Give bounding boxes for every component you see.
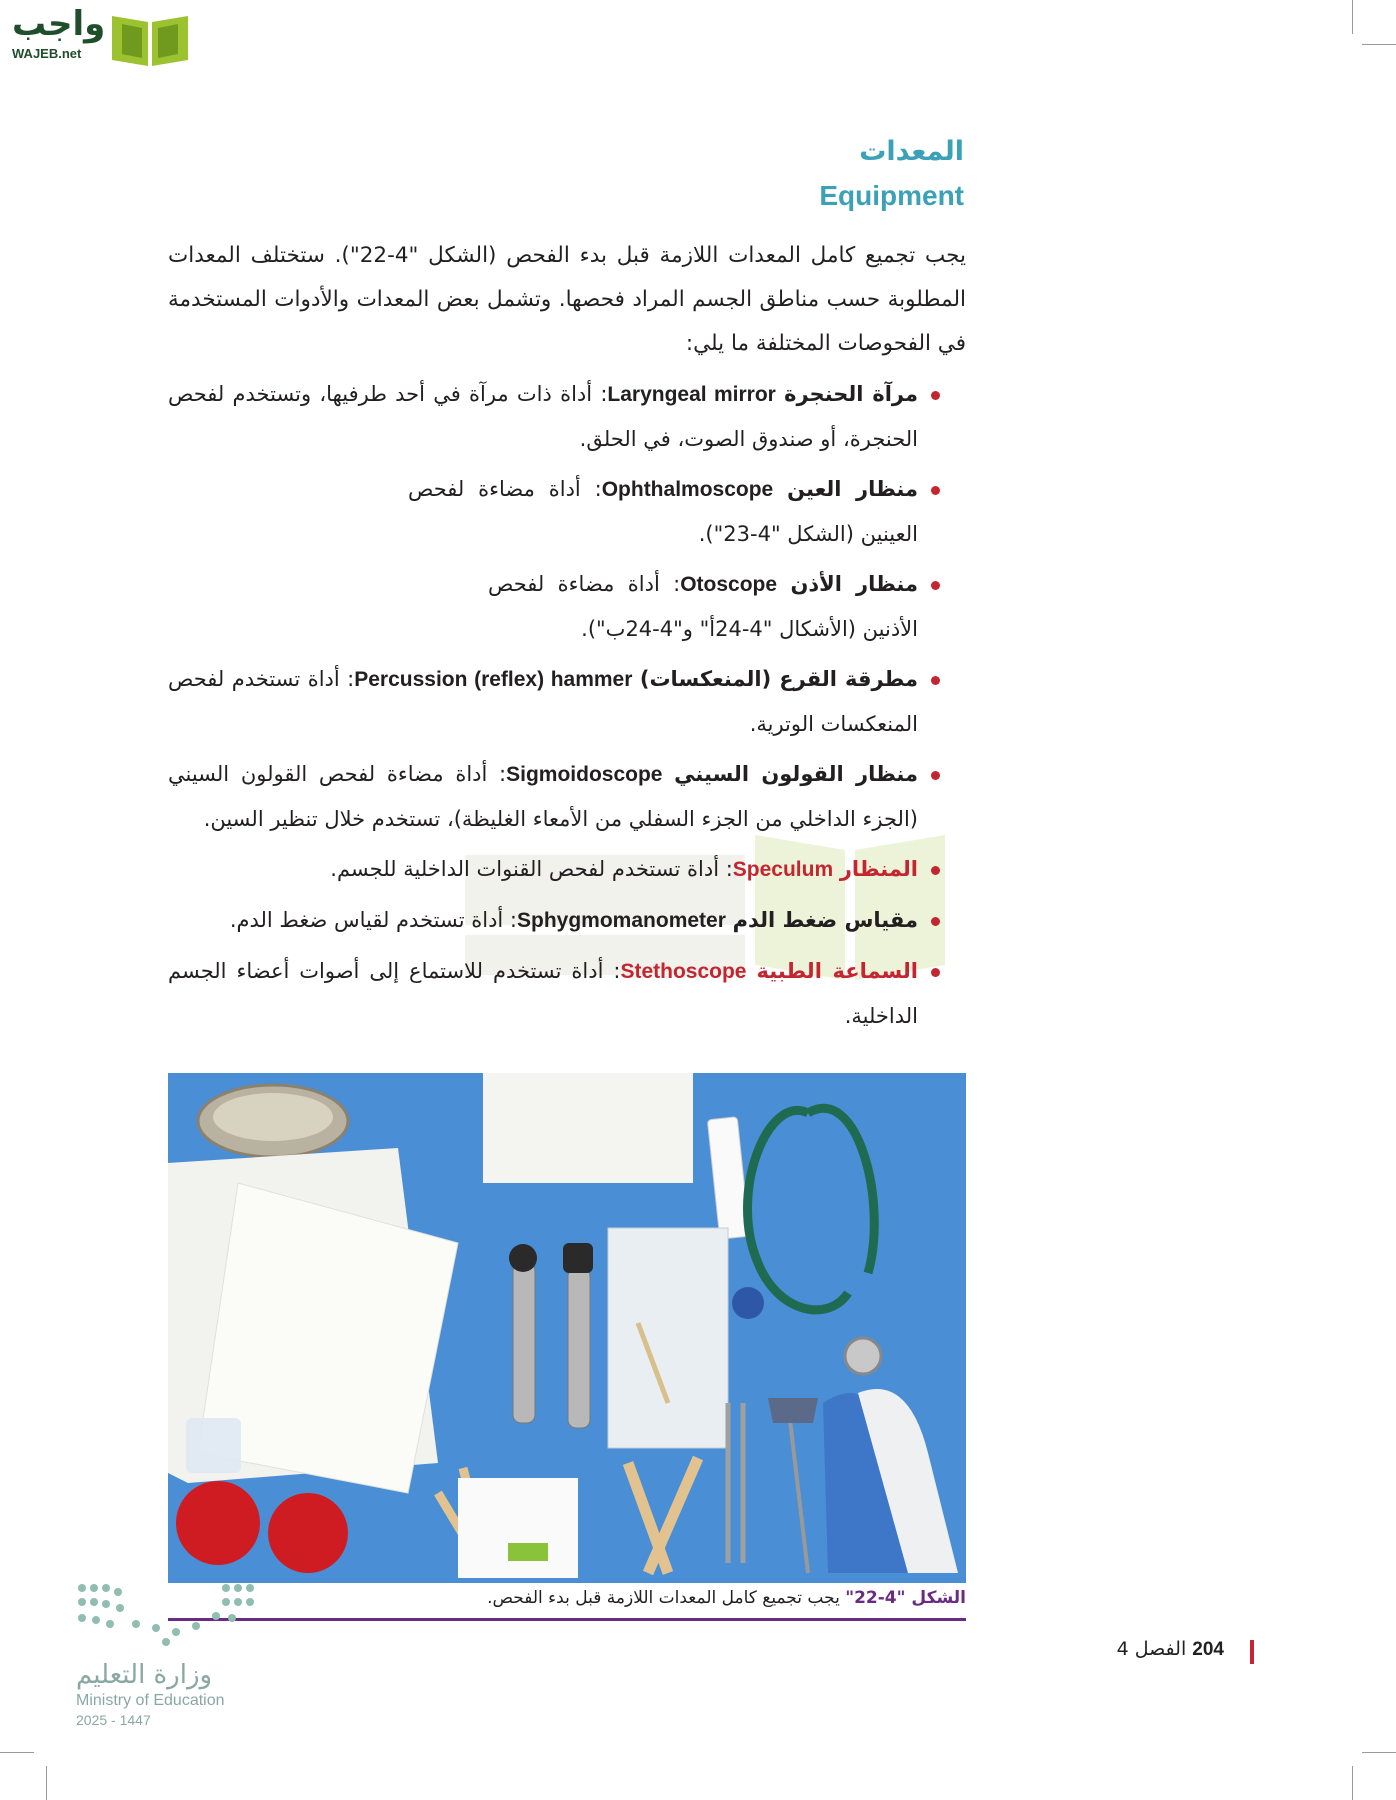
specimen-cup <box>176 1481 260 1565</box>
figure-caption <box>168 1588 966 1621</box>
bullet-icon <box>931 866 940 875</box>
section-title-ar: المعدات <box>859 136 964 167</box>
ministry-dots-icon <box>76 1580 256 1650</box>
list-item <box>168 372 966 461</box>
term-en: Speculum <box>732 858 834 881</box>
term-en: Sigmoidoscope <box>506 763 663 786</box>
page-marker <box>1250 1640 1254 1664</box>
term-en: Ophthalmoscope <box>601 478 774 501</box>
list-item <box>168 562 966 651</box>
figure-label: الشكل "4-22" <box>845 1588 966 1608</box>
term-ar: منظار العين <box>787 477 918 501</box>
term-ar: السماعة الطبية <box>756 959 918 983</box>
term-description: : أداة تستخدم لفحص القنوات الداخلية للجسم. <box>330 857 733 881</box>
term-description: : أداة تستخدم لقياس ضغط الدم. <box>229 908 518 932</box>
term-en: Sphygmomanometer <box>517 909 726 932</box>
list-item <box>168 467 966 556</box>
specimen-bag <box>608 1228 728 1448</box>
book-icon <box>108 6 192 68</box>
bullet-icon <box>931 676 940 685</box>
crop-mark <box>46 1766 47 1800</box>
stethoscope-chestpiece <box>845 1338 881 1374</box>
crop-mark <box>1362 44 1396 45</box>
bullet-icon <box>931 391 940 400</box>
equipment-list <box>168 372 966 1044</box>
towel <box>483 1073 693 1183</box>
term-ar: منظار الأذن <box>790 572 918 596</box>
term-ar: مقياس ضغط الدم <box>732 908 918 932</box>
term-description: : أداة مضاءة لفحص الأذنين (الأشكال "4-24أ" و"4-24ب"). <box>488 572 918 641</box>
figure-caption-text: يجب تجميع كامل المعدات اللازمة قبل بدء الفحص. <box>487 1588 840 1608</box>
list-item <box>168 752 966 841</box>
term-ar: مرآة الحنجرة <box>784 382 919 406</box>
ministry-name-ar: وزارة التعليم <box>76 1660 213 1690</box>
intro-paragraph: يجب تجميع كامل المعدات اللازمة قبل بدء الفحص (الشكل "4-22"). ستختلف المعدات المطلوبة حسب مناطق الجسم المراد فحصها. وتشمل بعض المعدات والأدوات المستخدمة في الفحوصات المختلفة ما يلي: <box>168 243 966 356</box>
equipment-photo <box>168 1073 966 1583</box>
term-description: : أداة مضاءة لفحص العينين (الشكل "4-23"). <box>408 477 918 546</box>
page-number: 204 <box>1192 1639 1224 1660</box>
list-item <box>168 898 966 943</box>
term-ar: المنظار <box>839 857 918 881</box>
logo-text-en: WAJEB.net <box>12 46 82 61</box>
wajeb-logo[interactable] <box>8 4 192 68</box>
term-ar: منظار القولون السيني <box>674 762 919 786</box>
ophthalmoscope <box>568 1268 590 1428</box>
list-item <box>168 949 966 1038</box>
medicine-cup <box>186 1418 241 1473</box>
term-en: Laryngeal mirror <box>607 383 776 406</box>
crop-mark <box>1352 1766 1353 1800</box>
section-title-en: Equipment <box>819 180 964 211</box>
test-card <box>458 1478 578 1578</box>
term-description: : أداة ذات مرآة في أحد طرفيها، وتستخدم لفحص الحنجرة، أو صندوق الصوت، في الحلق. <box>168 382 918 451</box>
otoscope <box>513 1263 535 1423</box>
chapter-label: الفصل 4 <box>1116 1638 1187 1660</box>
term-description: : أداة تستخدم لفحص المنعكسات الوترية. <box>168 667 918 736</box>
list-item <box>168 847 966 892</box>
term-description: : أداة تستخدم للاستماع إلى أصوات أعضاء الجسم الداخلية. <box>168 959 918 1028</box>
bullet-icon <box>931 968 940 977</box>
term-description: : أداة مضاءة لفحص القولون السيني (الجزء الداخلي من الجزء السفلي من الأمعاء الغليظة)، تستخدم خلال تنظير السين. <box>168 762 918 831</box>
ministry-name-en: Ministry of Education <box>76 1692 225 1709</box>
logo-text-ar: واجب <box>12 4 106 44</box>
tape-roll <box>732 1287 764 1319</box>
crop-mark <box>1362 1752 1396 1753</box>
bullet-icon <box>931 581 940 590</box>
term-en: Stethoscope <box>620 960 747 983</box>
crop-mark <box>1352 0 1353 34</box>
term-en: Percussion (reflex) hammer <box>354 668 633 691</box>
crop-mark <box>0 1752 34 1753</box>
term-en: Otoscope <box>680 573 778 596</box>
specimen-cup <box>268 1493 348 1573</box>
bullet-icon <box>931 917 940 926</box>
bullet-icon <box>931 486 940 495</box>
bullet-icon <box>931 771 940 780</box>
term-ar: مطرقة القرع (المنعكسات) <box>639 667 918 691</box>
ministry-logo <box>76 1580 256 1730</box>
page-footer <box>1117 1638 1224 1661</box>
list-item <box>168 657 966 746</box>
ministry-year: 2025 - 1447 <box>76 1712 151 1728</box>
